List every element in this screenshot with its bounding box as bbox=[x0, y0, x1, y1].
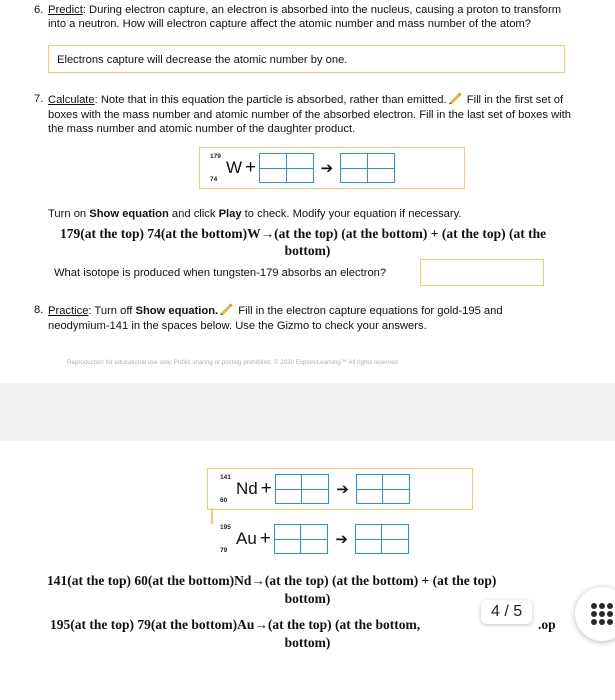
question-6-text-line2: into a neutron. How will electron capture affect the atomic number and mass number of the atom? bbox=[48, 18, 531, 30]
nd-daughter-slots[interactable] bbox=[356, 474, 410, 504]
neodymium-atomic-number: 60 bbox=[220, 497, 228, 504]
absorbed-particle-number-slot[interactable] bbox=[259, 153, 287, 183]
daughter-number-slot[interactable] bbox=[340, 153, 368, 183]
gold-scripts bbox=[220, 524, 236, 554]
question-8-lead: Practice bbox=[48, 305, 89, 317]
daughter-symbol-slot[interactable] bbox=[367, 153, 395, 183]
instruction-play: Play bbox=[218, 208, 242, 220]
au-daughter-number-slot[interactable] bbox=[355, 524, 383, 554]
neodymium-scripts bbox=[220, 474, 236, 504]
gold-symbol: Au bbox=[236, 529, 257, 548]
instruction-mid: and click bbox=[168, 208, 219, 220]
au-absorbed-symbol-slot[interactable] bbox=[300, 524, 328, 554]
gold-ocr-tail: .op bbox=[538, 617, 556, 632]
page-counter: 4 / 5 bbox=[481, 600, 532, 624]
tungsten-ocr-line2: bottom) bbox=[284, 243, 331, 258]
plus-sign: + bbox=[245, 157, 257, 178]
question-6-number: 6. bbox=[34, 4, 44, 16]
nd-absorbed-symbol-slot[interactable] bbox=[301, 474, 329, 504]
isotope-question: What isotope is produced when tungsten-179 absorbs an electron? bbox=[54, 267, 387, 279]
reaction-arrow: ➔ bbox=[320, 159, 334, 177]
neodymium-mass-number: 141 bbox=[220, 474, 231, 481]
tungsten-ocr-line1: 179(at the top) 74(at the bottom)W→(at the top) (at the bottom) + (at the top) (at the bbox=[60, 226, 547, 241]
question-7-prompt bbox=[48, 92, 615, 136]
question-7-text-line1a: : Note that in this equation the particle is absorbed, rather than emitted. bbox=[94, 94, 447, 106]
plus-sign: + bbox=[259, 528, 271, 549]
question-8-show-equation: Show equation. bbox=[135, 305, 219, 317]
gold-ocr-line2: bottom) bbox=[284, 635, 331, 650]
tungsten-equation bbox=[210, 153, 395, 183]
nd-absorbed-slots[interactable] bbox=[275, 474, 329, 504]
page-grid-button[interactable] bbox=[575, 587, 615, 641]
question-7-instruction bbox=[48, 207, 462, 221]
question-8-text-pre: : Turn off bbox=[88, 305, 136, 317]
question-6-lead: Predict bbox=[48, 4, 83, 16]
question-8-number: 8. bbox=[34, 304, 44, 316]
question-8-text-line1b: Fill in the electron capture equations for gold-195 and bbox=[235, 305, 503, 317]
nd-absorbed-number-slot[interactable] bbox=[275, 474, 303, 504]
nd-daughter-symbol-slot[interactable] bbox=[382, 474, 410, 504]
tungsten-symbol: W bbox=[226, 158, 243, 177]
question-6-prompt bbox=[48, 3, 613, 31]
instruction-pre: Turn on bbox=[48, 208, 90, 220]
nd-daughter-number-slot[interactable] bbox=[356, 474, 384, 504]
question-6-text-line1: : During electron capture, an electron is absorbed into the nucleus, causing a proton to transform bbox=[82, 4, 562, 16]
neodymium-ocr-line2: bottom) bbox=[284, 591, 331, 606]
question-7-text-line3: the mass number and atomic number of the daughter product. bbox=[48, 123, 356, 135]
question-8-prompt bbox=[48, 303, 608, 333]
isotope-answer-field[interactable] bbox=[420, 259, 544, 286]
neodymium-symbol: Nd bbox=[236, 479, 258, 498]
au-daughter-slots[interactable] bbox=[355, 524, 409, 554]
tungsten-scripts bbox=[210, 153, 226, 183]
gold-mass-number: 195 bbox=[220, 524, 231, 531]
question-6-answer-field[interactable] bbox=[48, 45, 565, 73]
pencil-icon bbox=[449, 92, 462, 108]
question-7-text-line1b: Fill in the first set of bbox=[463, 94, 564, 106]
absorbed-particle-slots[interactable] bbox=[259, 153, 313, 183]
gold-atomic-number: 79 bbox=[220, 547, 228, 554]
box-divider bbox=[211, 508, 213, 524]
question-6-answer-text: Electrons capture will decrease the atomic number by one. bbox=[57, 54, 348, 66]
question-8-text-line2: neodymium-141 in the spaces below. Use the Gizmo to check your answers. bbox=[48, 320, 427, 332]
copyright-footer: Reproduction for educational use only. Public sharing or posting prohibited. © 2020 ExploreLearning™ All rights reserved bbox=[67, 359, 398, 366]
absorbed-particle-symbol-slot[interactable] bbox=[286, 153, 314, 183]
question-7-number: 7. bbox=[34, 93, 44, 105]
daughter-product-slots[interactable] bbox=[340, 153, 394, 183]
reaction-arrow: ➔ bbox=[335, 530, 348, 548]
page-separator bbox=[0, 383, 615, 441]
tungsten-mass-number: 179 bbox=[210, 153, 221, 160]
gold-ocr-line1: 195(at the top) 79(at the bottom)Au→(at the top) (at the bottom, bbox=[50, 617, 421, 632]
grid-icon bbox=[575, 587, 615, 641]
question-7-lead: Calculate bbox=[48, 94, 95, 106]
pencil-icon bbox=[220, 303, 233, 319]
tungsten-atomic-number: 74 bbox=[210, 176, 218, 183]
au-absorbed-slots[interactable] bbox=[274, 524, 328, 554]
au-daughter-symbol-slot[interactable] bbox=[381, 524, 409, 554]
instruction-post: to check. Modify your equation if necessary. bbox=[241, 208, 462, 220]
question-7-text-line2: boxes with the mass number and atomic number of the absorbed electron. Fill in the last set of boxes with bbox=[48, 109, 571, 121]
gold-equation bbox=[220, 524, 409, 554]
neodymium-ocr-line1: 141(at the top) 60(at the bottom)Nd→(at the top) (at the bottom) + (at the top) bbox=[47, 573, 497, 588]
instruction-show-equation: Show equation bbox=[89, 208, 169, 220]
reaction-arrow: ➔ bbox=[336, 480, 349, 498]
au-absorbed-number-slot[interactable] bbox=[274, 524, 302, 554]
neodymium-equation bbox=[220, 474, 410, 504]
plus-sign: + bbox=[260, 478, 272, 499]
